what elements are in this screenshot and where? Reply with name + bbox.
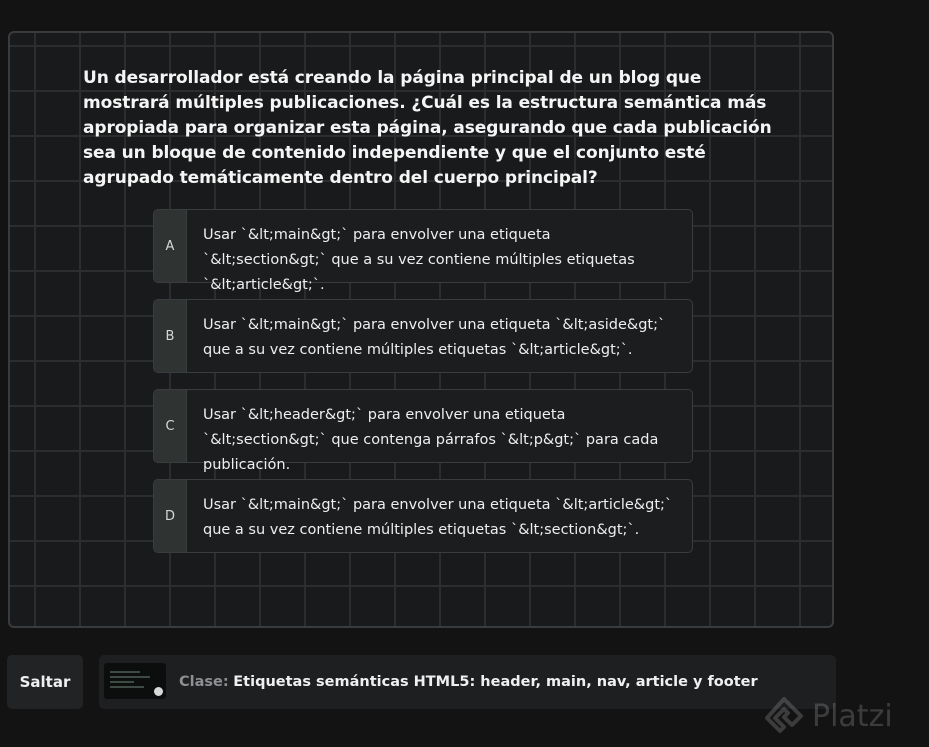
class-title: Etiquetas semánticas HTML5: header, main, nav, article y footer (233, 674, 758, 690)
platzi-watermark (764, 692, 893, 740)
option-letter: A (154, 210, 187, 282)
option-b[interactable] (153, 299, 693, 373)
option-text: Usar `&lt;main&gt;` para envolver una etiqueta `&lt;aside&gt;` que a su vez contiene múltiples etiquetas `&lt;article&gt;`. (203, 317, 666, 358)
question-text: Un desarrollador está creando la página principal de un blog que mostrará múltiples publicaciones. ¿Cuál es la estructura semántica más apropiada para organizar esta página, asegurando que cada publicación sea un bloque de contenido independiente y que el conjunto esté agrupado temáticamente dentro del cuerpo principal? (83, 68, 772, 188)
avatar-icon (154, 687, 163, 696)
platzi-logo-icon (764, 696, 804, 736)
option-letter: C (154, 390, 187, 462)
option-letter: B (154, 300, 187, 372)
class-thumbnail (104, 663, 166, 699)
option-text: Usar `&lt;header&gt;` para envolver una etiqueta `&lt;section&gt;` que contenga párrafos `&lt;p&gt;` para cada publicación. (203, 407, 659, 473)
skip-button[interactable]: Saltar (7, 655, 83, 709)
quiz-panel (8, 31, 834, 628)
class-link-card[interactable] (99, 655, 836, 709)
option-letter: D (154, 480, 187, 552)
class-text (179, 655, 758, 709)
class-label: Clase: (179, 674, 229, 690)
option-c[interactable] (153, 389, 693, 473)
option-a[interactable] (153, 209, 693, 293)
platzi-wordmark: Platzi (812, 698, 893, 734)
option-text: Usar `&lt;main&gt;` para envolver una etiqueta `&lt;section&gt;` que a su vez contiene múltiples etiquetas `&lt;article&gt;`. (203, 227, 635, 293)
option-text: Usar `&lt;main&gt;` para envolver una etiqueta `&lt;article&gt;` que a su vez contiene múltiples etiquetas `&lt;section&gt;`. (203, 497, 673, 538)
option-d[interactable] (153, 479, 693, 553)
